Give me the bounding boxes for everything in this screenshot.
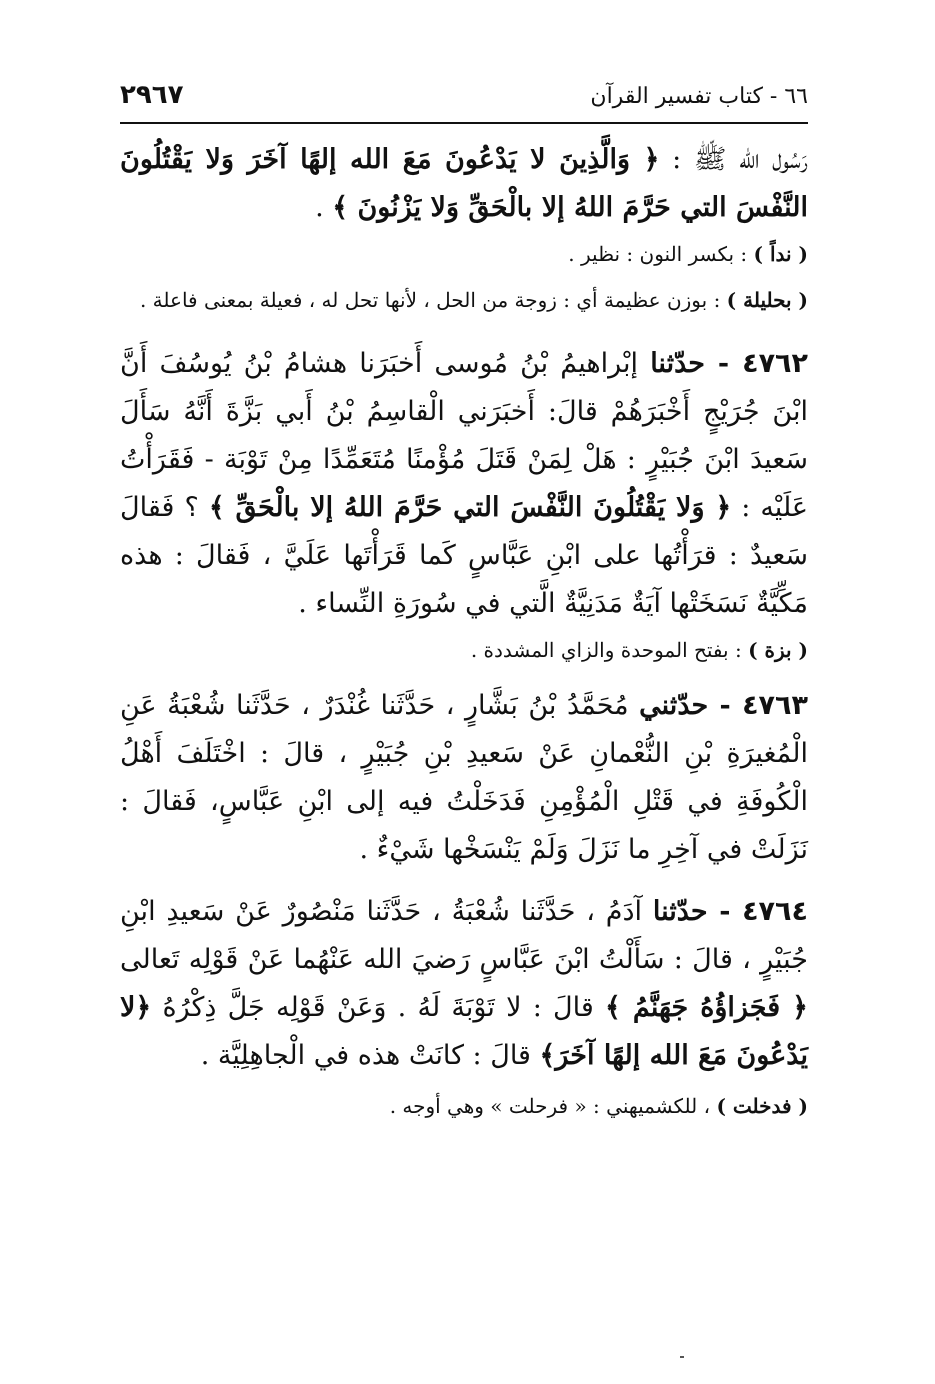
page-mark [680, 1356, 684, 1358]
footnote-text: : بوزن عظيمة أي : زوجة من الحل ، لأنها تحل له ، فعيلة بمعنى فاعلة . [139, 288, 727, 312]
footnote-bihalila [120, 282, 808, 318]
hadith-lead: - حدّثني [639, 690, 743, 721]
quran-verse: ﴿ وَلا يَقْتُلُونَ النَّفْسَ التي حَرَّمَ اللهُ إلا بالْحَقِّ ﴾ [208, 492, 732, 523]
hadith-number: ٤٧٦٣ [742, 690, 808, 721]
footnote-label: ( بزة ) [748, 638, 808, 662]
verse-intro: رَسُول الله ﷺ : [659, 144, 808, 175]
hadith-number: ٤٧٦٤ [742, 896, 808, 927]
quran-verse: ﴿ وَالَّذِينَ لا يَدْعُونَ مَعَ الله إلهًا آخَرَ وَلا يَقْتُلُونَ النَّفْسَ التي حَرَّمَ اللهُ إلا بالْحَقِّ وَلا يَزْنُونَ ﴾ [120, 144, 808, 223]
hadith-number: ٤٧٦٢ [742, 348, 809, 379]
footnote-text: : بكسر النون : نظير . [568, 242, 754, 266]
page-header [120, 80, 808, 120]
hadith-text: قالَ : كانَتْ هذه في الْجاهِلِيَّة . [200, 1040, 540, 1071]
hadith-text: آدَمُ ، حَدَّثَنا شُعْبَةُ ، حَدَّثَنا مَنْصُورٌ عَنْ سَعيدِ ابْنِ جُبَيْرٍ ، قالَ : سَأَلْتُ ابْنَ عَبَّاسٍ رَضيَ الله عَنْهُما عَنْ قَوْلِه تَعالى [120, 896, 808, 975]
quran-verse: ﴿لا يَدْعُونَ مَعَ الله إلهًا آخَرَ﴾ [120, 992, 808, 1071]
verse-paragraph [120, 136, 808, 232]
footnote-fadakhaltu [120, 1088, 808, 1124]
hadith-text: مُحَمَّدُ بْنُ بَشَّارٍ ، حَدَّثَنا غُنْدَرٌ ، حَدَّثَنا شُعْبَةُ عَنِ الْمُغيرَةِ بْنِ النُّعْمانِ عَنْ سَعيدِ بْنِ جُبَيْرٍ ، قالَ : اخْتَلَفَ أَهْلُ الْكُوفَةِ في قَتْلِ الْمُؤْمِنِ فَدَخَلْتُ فيه إلى ابْنِ عَبَّاسٍ، فَقالَ : نَزَلَتْ في آخِرِ ما نَزَلَ وَلَمْ يَنْسَخْها شَيْءٌ . [120, 690, 808, 865]
footnote-label: ( فدخلت ) [716, 1094, 808, 1118]
hadith-text: قالَ : لا تَوْبَةَ لَهُ . وَعَنْ قَوْلِه جَلَّ ذِكْرُهُ [151, 992, 606, 1023]
hadith-4763 [120, 682, 808, 874]
hadith-lead: - حدّثنا [650, 348, 743, 379]
hadith-lead: - حدّثنا [652, 896, 743, 927]
footnote-label: ( نداً ) [753, 242, 808, 266]
hadith-text: إبْراهيمُ بْنُ مُوسى أَخبَرَنا هشامُ بْنُ يُوسُفَ أَنَّ ابْنَ جُرَيْجٍ أَخْبَرَهُمْ قالَ: أَخبَرَني الْقاسِمُ بْنُ أَبي بَزَّةَ أَنَّهُ سَأَلَ سَعيدَ ابْنَ جُبَيْرٍ : هَلْ لِمَنْ قَتَلَ مُؤْمنًا مُتَعَمِّدًا مِنْ تَوْبَة - فَقَرَأْتُ عَلَيْه : [120, 348, 809, 523]
footnote-label: ( بحليلة ) [726, 288, 808, 312]
header-rule [120, 122, 808, 124]
running-title: ٦٦ - كتاب تفسير القرآن [590, 84, 808, 109]
verse-end: . [315, 192, 333, 223]
hadith-4764 [120, 888, 808, 1080]
hadith-4762 [120, 340, 808, 628]
page-content [120, 136, 808, 1124]
hadith-text: ؟ فَقالَ سَعيدٌ : قرَأْتُها على ابْنِ عَبَّاسٍ كَما قَرَأْتَها عَلَيَّ ، فَقالَ : هذه مَكِّيَّةٌ نَسَخَتْها آيَةٌ مَدَنِيَّةٌ الَّتي في سُورَةِ النِّساء . [120, 492, 808, 619]
footnote-text: : بفتح الموحدة والزاي المشددة . [470, 638, 749, 662]
quran-verse: ﴿ فَجَزاؤُهُ جَهَنَّمُ ﴾ [605, 992, 808, 1023]
footnote-bazza [120, 632, 808, 668]
page-number: ٢٩٦٧ [120, 80, 184, 110]
footnote-nidan [120, 236, 808, 272]
footnote-text: ، للكشميهني : « فرحلت » وهي أوجه . [389, 1094, 717, 1118]
